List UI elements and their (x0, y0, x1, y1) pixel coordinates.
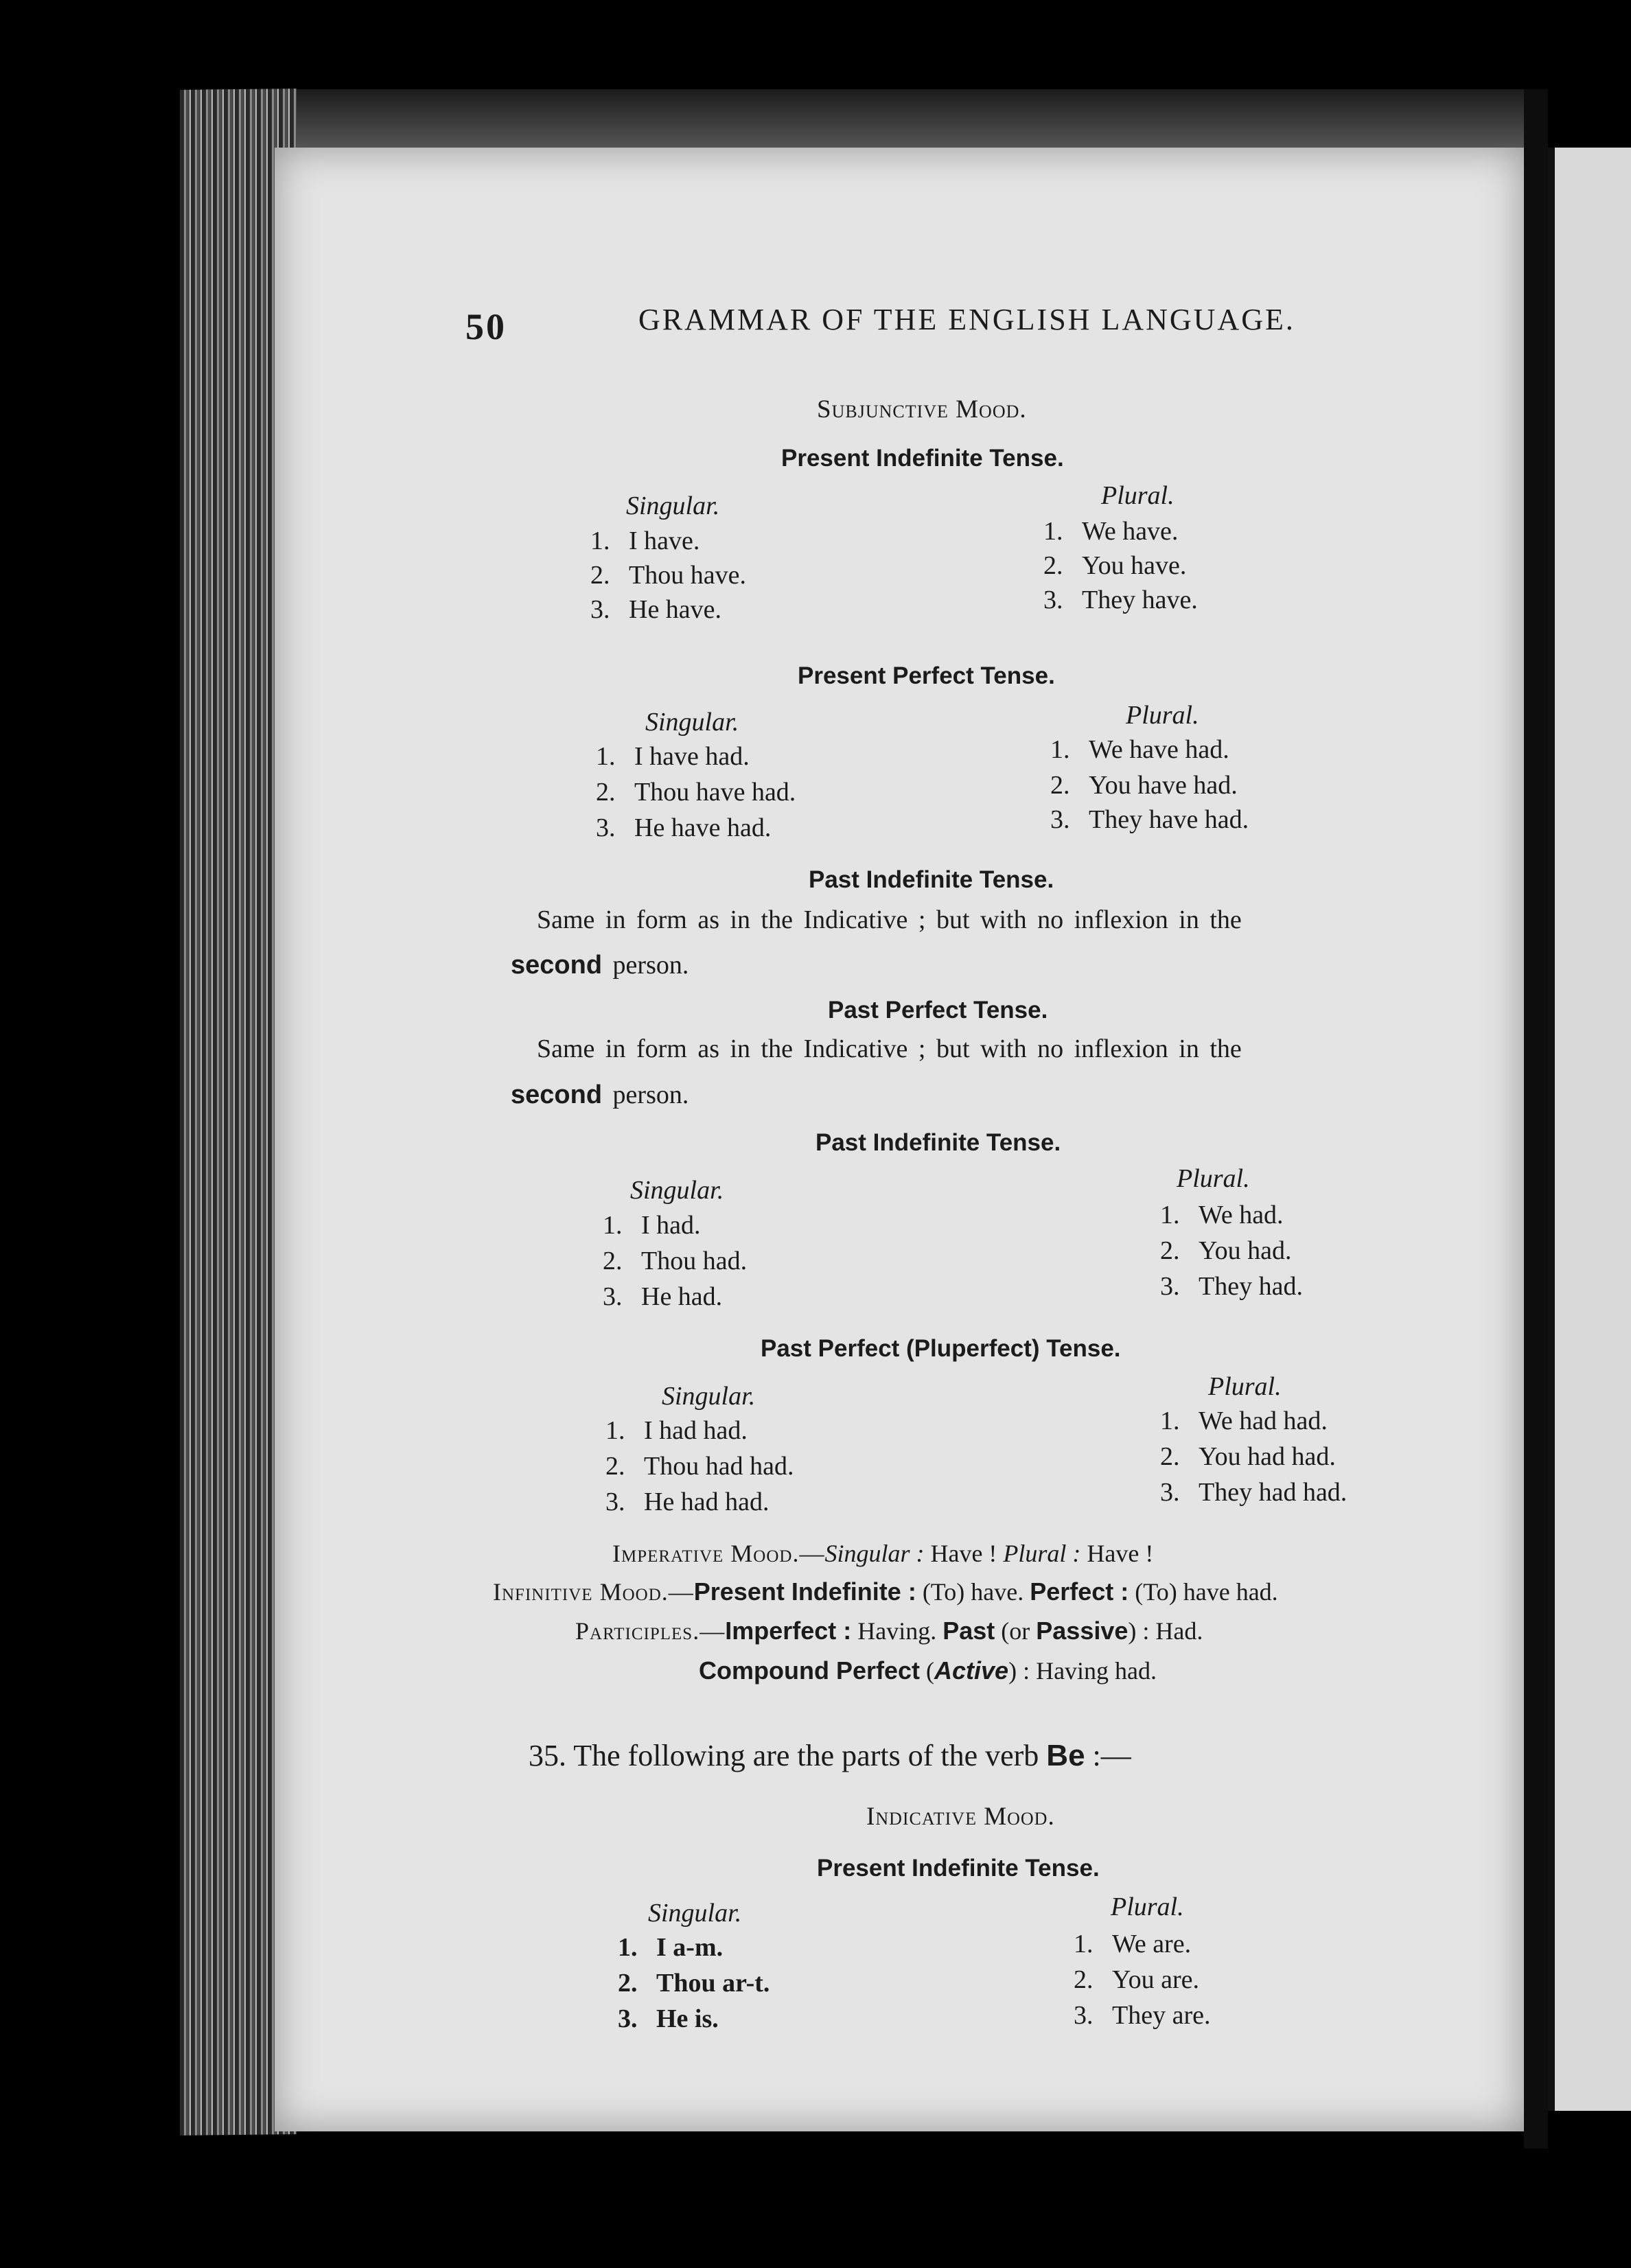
bold-word: second (511, 1080, 603, 1109)
scan-frame-top (0, 0, 1631, 76)
plural-label: Plural : (1003, 1540, 1081, 1567)
row-text: I a-m. (656, 1933, 724, 1962)
passive-label: Passive (1036, 1617, 1129, 1645)
infinitive-mood-line (493, 1577, 1278, 1606)
row-number: 1. (590, 526, 610, 555)
list-item (1043, 516, 1178, 546)
list-item (603, 1210, 701, 1240)
participles-label: Participles.— (575, 1617, 726, 1645)
row-number: 1. (618, 1933, 638, 1962)
list-item (590, 560, 746, 590)
list-item (1160, 1200, 1284, 1230)
row-text: You had had. (1199, 1442, 1336, 1471)
participle-text: (or (995, 1617, 1037, 1645)
row-text: I have had. (634, 742, 750, 771)
row-number: 3. (1043, 586, 1063, 614)
paragraph-text: person. (602, 951, 689, 980)
list-item (590, 594, 721, 625)
list-item (596, 813, 771, 843)
row-number: 1. (1160, 1201, 1180, 1229)
list-item (1160, 1406, 1328, 1436)
list-item (1160, 1477, 1347, 1507)
participle-value: ) : Had. (1128, 1617, 1203, 1645)
row-text: They have had. (1089, 805, 1249, 834)
running-head: GRAMMAR OF THE ENGLISH LANGUAGE. (638, 303, 1295, 336)
imperative-value: Have ! (924, 1540, 1004, 1567)
list-item (1050, 734, 1229, 765)
row-text: You had. (1199, 1236, 1292, 1265)
row-number: 3. (590, 595, 610, 624)
paragraph-line (511, 950, 689, 980)
bold-word: second (511, 951, 603, 980)
row-text: They had had. (1199, 1478, 1347, 1507)
row-text: We have had. (1089, 735, 1229, 764)
infinitive-value: (To) have had. (1129, 1578, 1278, 1606)
list-item (618, 1968, 770, 1998)
tense-heading: Past Indefinite Tense. (816, 1129, 1061, 1156)
row-text: He is. (656, 2004, 719, 2033)
row-text: Thou have had. (634, 778, 796, 807)
row-number: 3. (1160, 1272, 1180, 1301)
row-text: We had. (1199, 1201, 1284, 1229)
row-number: 3. (1074, 2001, 1094, 2030)
list-item (1160, 1236, 1292, 1266)
book-gutter (1524, 89, 1548, 2149)
singular-label: Singular. (662, 1382, 756, 1411)
singular-label: Singular. (630, 1176, 724, 1205)
list-item (1050, 770, 1238, 800)
row-number: 3. (605, 1488, 625, 1516)
tense-heading: Present Indefinite Tense. (817, 1855, 1100, 1882)
list-item (1160, 1442, 1336, 1472)
row-number: 2. (618, 1969, 638, 1998)
participle-value: Having. (851, 1617, 943, 1645)
row-number: 2. (596, 778, 616, 807)
tense-heading: Present Indefinite Tense. (781, 445, 1064, 472)
perfect-label: Perfect : (1030, 1577, 1129, 1606)
paragraph-line: Same in form as in the Indicative ; but with no inflexion in the (537, 1034, 1242, 1063)
list-item (1043, 551, 1186, 581)
paragraph-line: Same in form as in the Indicative ; but with no inflexion in the (537, 905, 1242, 934)
compound-text: ( (920, 1657, 935, 1685)
list-item (1074, 2000, 1210, 2030)
singular-label: Singular. (648, 1899, 742, 1928)
row-text: He have. (629, 595, 722, 624)
row-text: Thou have. (629, 561, 746, 590)
row-number: 1. (603, 1211, 623, 1240)
list-item (596, 741, 750, 772)
paragraph-line (511, 1080, 689, 1110)
row-text: I have. (629, 526, 700, 555)
plural-label: Plural. (1208, 1372, 1282, 1401)
tense-heading: Past Indefinite Tense. (809, 866, 1054, 893)
imperative-mood-line (612, 1539, 1153, 1568)
compound-value: ) : Having had. (1008, 1657, 1157, 1685)
singular-label: Singular. (626, 491, 720, 520)
row-text: We are. (1112, 1930, 1192, 1958)
row-text: We had had. (1199, 1407, 1328, 1435)
row-number: 1. (1050, 735, 1070, 764)
section-text: The following are the parts of the verb (566, 1739, 1047, 1772)
tense-heading: Past Perfect Tense. (828, 997, 1048, 1023)
facing-page-edge (1548, 148, 1631, 2111)
list-item (603, 1246, 747, 1276)
row-number: 2. (605, 1452, 625, 1481)
row-text: You are. (1112, 1965, 1200, 1994)
row-number: 2. (1043, 551, 1063, 580)
tense-heading: Present Perfect Tense. (798, 662, 1055, 689)
list-item (590, 526, 699, 556)
list-item (1160, 1271, 1303, 1301)
row-text: Thou had had. (644, 1452, 794, 1481)
present-indefinite-label: Present Indefinite : (693, 1577, 916, 1606)
row-text: He had. (641, 1282, 723, 1311)
plural-label: Plural. (1177, 1164, 1250, 1193)
row-text: I had. (641, 1211, 701, 1240)
imperative-value: Have ! (1080, 1540, 1154, 1567)
list-item (618, 2004, 719, 2034)
subjunctive-mood-heading: Subjunctive Mood. (817, 395, 1027, 424)
indicative-mood-heading: Indicative Mood. (866, 1803, 1055, 1831)
list-item (1043, 585, 1198, 615)
row-text: They had. (1199, 1272, 1303, 1301)
page-number: 50 (465, 306, 507, 347)
singular-label: Singular : (824, 1540, 925, 1567)
list-item (618, 1932, 723, 1963)
row-text: He have had. (634, 813, 772, 842)
participles-line (575, 1617, 1203, 1645)
mood-label: Imperative Mood.— (612, 1540, 825, 1567)
row-number: 2. (1074, 1965, 1094, 1994)
list-item (1074, 1929, 1191, 1959)
row-number: 3. (1160, 1478, 1180, 1507)
row-number: 1. (1160, 1407, 1180, 1435)
compound-perfect-label: Compound Perfect (699, 1656, 921, 1685)
row-number: 3. (596, 813, 616, 842)
row-text: Thou had. (641, 1247, 748, 1275)
list-item (596, 777, 796, 807)
row-number: 3. (618, 2004, 638, 2033)
compound-perfect-line (699, 1656, 1157, 1685)
list-item (1050, 805, 1249, 835)
imperfect-label: Imperfect : (725, 1617, 852, 1645)
list-item (605, 1487, 770, 1517)
row-text: They have. (1082, 586, 1198, 614)
row-text: You have had. (1089, 771, 1238, 800)
row-number: 1. (1074, 1930, 1094, 1958)
row-text: Thou ar-t. (656, 1969, 770, 1998)
infinitive-value: (To) have. (916, 1578, 1030, 1606)
verb-be: Be (1046, 1739, 1085, 1772)
section-number: 35. (529, 1739, 566, 1772)
page-top-shadow (206, 89, 1538, 154)
row-number: 2. (590, 561, 610, 590)
section-tail: :— (1085, 1739, 1131, 1772)
row-text: We have. (1082, 517, 1179, 546)
section-35-heading (529, 1738, 1131, 1773)
row-text: I had had. (644, 1416, 748, 1445)
row-number: 2. (1160, 1442, 1180, 1471)
list-item (603, 1282, 722, 1312)
list-item (1074, 1965, 1199, 1995)
row-number: 1. (605, 1416, 625, 1445)
row-text: You have. (1082, 551, 1187, 580)
paragraph-text: person. (602, 1080, 689, 1109)
plural-label: Plural. (1101, 481, 1175, 510)
past-label: Past (942, 1617, 995, 1645)
row-number: 1. (1043, 517, 1063, 546)
row-number: 2. (603, 1247, 623, 1275)
list-item (605, 1415, 748, 1446)
row-number: 1. (596, 742, 616, 771)
mood-label: Infinitive Mood.— (493, 1578, 694, 1606)
row-number: 3. (1050, 805, 1070, 834)
row-number: 3. (603, 1282, 623, 1311)
row-number: 2. (1050, 771, 1070, 800)
singular-label: Singular. (645, 708, 739, 737)
row-text: They are. (1112, 2001, 1211, 2030)
row-number: 2. (1160, 1236, 1180, 1265)
plural-label: Plural. (1111, 1893, 1184, 1921)
tense-heading: Past Perfect (Pluperfect) Tense. (761, 1335, 1121, 1362)
active-label: Active (934, 1656, 1009, 1685)
list-item (605, 1451, 794, 1481)
plural-label: Plural. (1126, 701, 1199, 730)
row-text: He had had. (644, 1488, 770, 1516)
